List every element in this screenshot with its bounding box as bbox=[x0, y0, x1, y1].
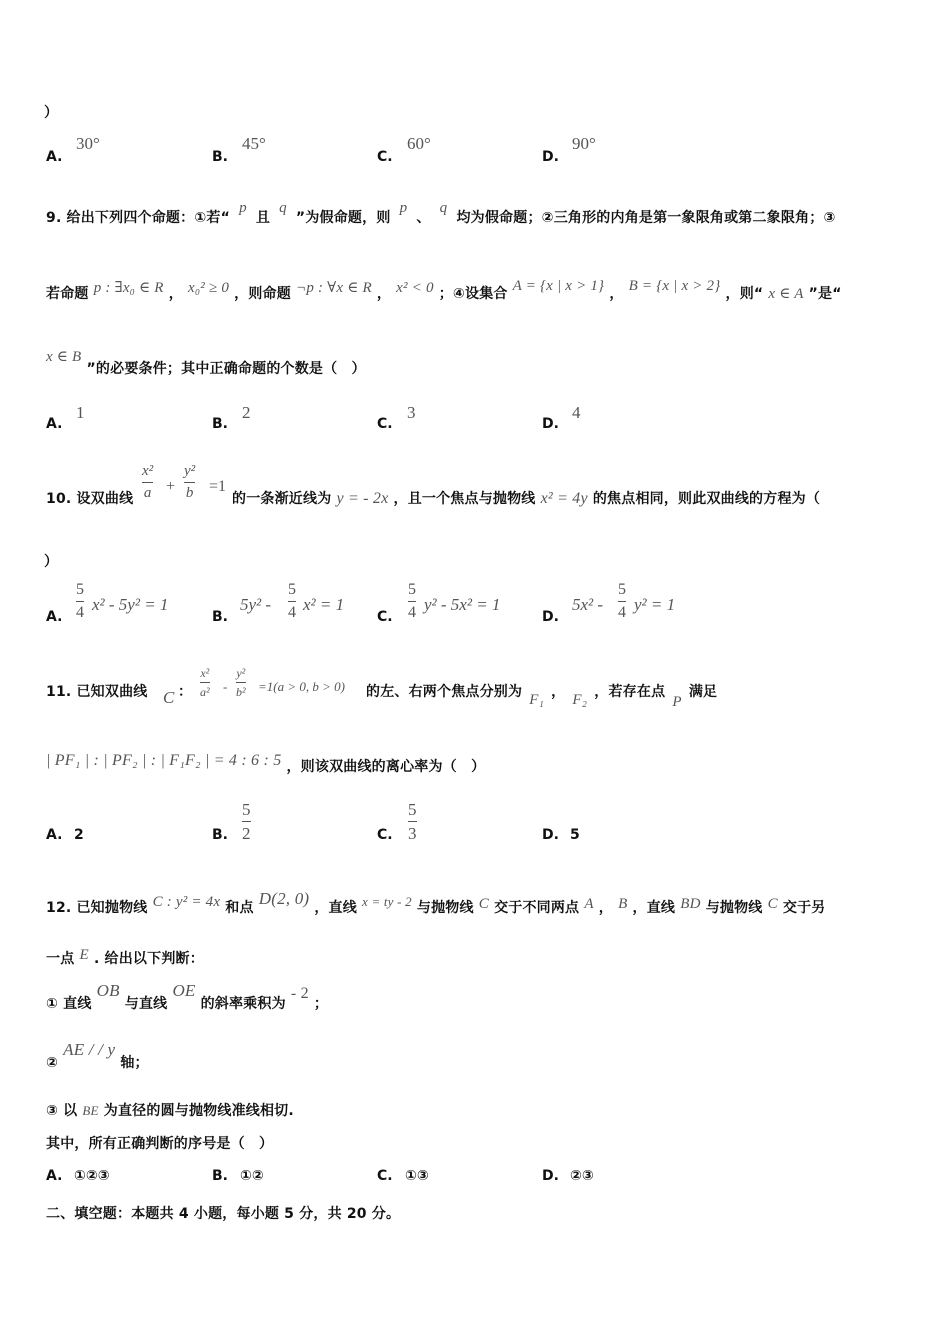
q12-j1-c: 的斜率乘积为 bbox=[200, 996, 286, 1012]
q10-option-a-coef bbox=[76, 582, 84, 621]
q9-var-q: q bbox=[279, 200, 287, 216]
q11-comma: ， bbox=[551, 684, 566, 700]
q11-option-a-label[interactable]: A. bbox=[46, 827, 63, 843]
q10-option-b-coef-bar bbox=[288, 601, 296, 602]
q10-frac-2 bbox=[184, 464, 195, 501]
q12-line-2 bbox=[46, 948, 204, 968]
q11-text-1b: 的左、右两个焦点分别为 bbox=[366, 684, 523, 700]
q12-text-1e: 交于不同两点 bbox=[494, 900, 580, 916]
q11-minus: - bbox=[223, 679, 228, 694]
q12-comma: ， bbox=[598, 900, 613, 916]
q12-point-a: A bbox=[584, 896, 594, 912]
q9-var-p: p bbox=[239, 200, 247, 216]
q10-option-c-rest: y² - 5x² = 1 bbox=[424, 595, 501, 614]
q12-line-1 bbox=[46, 889, 826, 917]
q12-option-d-value: ②③ bbox=[570, 1168, 594, 1184]
q11-frac-2-den: b² bbox=[236, 685, 246, 699]
q11-option-a-value: 2 bbox=[74, 827, 84, 843]
q12-option-c-label[interactable]: C. bbox=[377, 1168, 393, 1184]
q10-option-c-coef-den: 4 bbox=[408, 604, 416, 621]
q10-asymptote: y = - 2x bbox=[336, 490, 389, 507]
q12-text-2b: . 给出以下判断： bbox=[93, 951, 204, 967]
q11-f2: F₂ bbox=[572, 692, 588, 708]
q9-option-b-label[interactable]: B. bbox=[212, 416, 228, 432]
q12-judgement-2 bbox=[46, 1040, 149, 1072]
q10-option-c-coef-bar bbox=[408, 601, 416, 602]
q11-option-c-bar bbox=[408, 821, 417, 822]
q9-line-3 bbox=[46, 349, 366, 378]
q9-x0sq: x₀² ≥ 0 bbox=[188, 280, 230, 296]
q9-text-2e: ”是“ bbox=[808, 286, 842, 302]
q9-option-c-label[interactable]: C. bbox=[377, 416, 393, 432]
q12-j3-a: ③ 以 bbox=[46, 1103, 78, 1119]
q11-f1: F₁ bbox=[529, 692, 545, 708]
q9-x-in-a: x ∈ A bbox=[768, 286, 804, 302]
q9-text-3: ”的必要条件；其中正确命题的个数是（ ） bbox=[86, 361, 366, 377]
q12-j1-a: ① 直线 bbox=[46, 996, 92, 1012]
q10-text-1c: ，且一个焦点与抛物线 bbox=[393, 491, 536, 507]
q11-point-p: P bbox=[672, 694, 682, 710]
q9-var-p2: p bbox=[399, 200, 408, 216]
q11-option-b-label[interactable]: B. bbox=[212, 827, 228, 843]
q11-frac-1-den: a² bbox=[200, 685, 210, 699]
q12-line-bd: BD bbox=[680, 896, 701, 912]
q12-text-2a: 一点 bbox=[46, 951, 75, 967]
q9-text-2b: ，则命题 bbox=[234, 286, 291, 302]
q11-option-b-num: 5 bbox=[242, 800, 251, 819]
q11-text-1d: 满足 bbox=[688, 684, 718, 700]
q11-line-2 bbox=[46, 752, 486, 776]
q10-option-c-coef-num: 5 bbox=[408, 581, 416, 598]
q9-text-2d: ，则“ bbox=[725, 286, 764, 302]
q10-option-d-pre: 5x² - bbox=[572, 595, 604, 614]
q10-text-1d: 的焦点相同，则此双曲线的方程为（ bbox=[592, 491, 821, 507]
q12-option-a-value: ①②③ bbox=[74, 1168, 110, 1184]
q11-option-c-den: 3 bbox=[408, 824, 417, 843]
q11-frac-1-num: x² bbox=[200, 666, 210, 680]
q11-frac-2-num: y² bbox=[236, 666, 246, 680]
q8-option-b-label[interactable]: B. bbox=[212, 149, 228, 165]
q10-plus: + bbox=[166, 478, 176, 495]
q9-text-1c: 均为假命题；②三角形的内角是第一象限角或第二象限角；③ bbox=[456, 210, 836, 226]
q10-option-b-rest: x² = 1 bbox=[303, 595, 345, 614]
q12-j3-b: 为直径的圆与抛物线准线相切. bbox=[103, 1103, 294, 1119]
q10-option-d-coef-num: 5 bbox=[618, 581, 626, 598]
q8-option-a-label[interactable]: A. bbox=[46, 149, 63, 165]
q11-option-d-value: 5 bbox=[570, 827, 580, 843]
q12-option-c-value: ①③ bbox=[405, 1168, 429, 1184]
q12-j1-b: 与直线 bbox=[124, 996, 168, 1012]
q12-judgement-3 bbox=[46, 1100, 294, 1120]
q10-option-b-coef-num: 5 bbox=[288, 581, 296, 598]
q10-frac-1-den: a bbox=[143, 485, 152, 501]
q8-option-b-value: 45° bbox=[242, 134, 266, 153]
q12-point-b: B bbox=[618, 896, 628, 912]
q11-option-d-label[interactable]: D. bbox=[542, 827, 559, 843]
q10-option-a-coef-den: 4 bbox=[76, 604, 84, 621]
q11-text-1c: ，若存在点 bbox=[594, 684, 666, 700]
q11-option-c-frac bbox=[408, 801, 417, 842]
q10-option-a-coef-num: 5 bbox=[76, 581, 84, 598]
q11-ratio: | PF₁ | : | PF₂ | : | F₁F₂ | = 4 : 6 : 5 bbox=[46, 752, 282, 769]
q9-option-d-value: 4 bbox=[572, 403, 581, 422]
q12-option-a-label[interactable]: A. bbox=[46, 1168, 63, 1184]
q10-option-b-pre: 5y² - bbox=[240, 595, 272, 614]
q9-option-d-label[interactable]: D. bbox=[542, 416, 559, 432]
q9-prop-p: p : ∃x₀ ∈ R bbox=[93, 280, 164, 296]
q12-text-1g: 与抛物线 bbox=[705, 900, 763, 916]
q12-var-c: C bbox=[478, 896, 489, 912]
q10-frac-1 bbox=[142, 464, 153, 501]
q10-option-b-coef bbox=[288, 582, 296, 621]
q10-option-d-rest: y² = 1 bbox=[634, 595, 676, 614]
q11-line-1-rest bbox=[366, 681, 718, 710]
q9-comma2: ， bbox=[376, 286, 392, 302]
q9-set-a: A = {x | x > 1} bbox=[512, 278, 605, 294]
q11-option-b-bar bbox=[242, 821, 251, 822]
q12-text-1c: ，直线 bbox=[314, 900, 357, 916]
q9-text-2a: 若命题 bbox=[46, 286, 89, 302]
q9-text-2c: ；④设集合 bbox=[438, 286, 508, 302]
q10-option-d-coef-den: 4 bbox=[618, 604, 626, 621]
q11-colon: ： bbox=[178, 684, 193, 700]
q10-option-c-coef bbox=[408, 582, 416, 621]
q12-text-1h: 交于另 bbox=[782, 900, 826, 916]
q10-option-a-label[interactable]: A. bbox=[46, 609, 63, 625]
q9-option-b-value: 2 bbox=[242, 403, 251, 422]
q11-var-c: C bbox=[163, 688, 175, 707]
q12-ob: OB bbox=[96, 981, 120, 1000]
q12-text-1b: 和点 bbox=[225, 900, 254, 916]
q9-option-c-value: 3 bbox=[407, 403, 416, 422]
q9-text-1a: 9. 给出下列四个命题：①若“ bbox=[46, 210, 230, 226]
q9-sep: 、 bbox=[416, 210, 431, 226]
q12-neg2: - 2 bbox=[290, 985, 309, 1002]
q10-eq-rhs: =1 bbox=[209, 478, 227, 495]
q9-set-b: B = {x | x > 2} bbox=[628, 278, 721, 294]
q12-j2-a: ② bbox=[46, 1055, 59, 1071]
q10-option-d-coef bbox=[618, 582, 626, 621]
q8-option-c-value: 60° bbox=[407, 134, 431, 153]
q10-frac-2-den: b bbox=[185, 485, 194, 501]
q11-frac-1-bar bbox=[200, 682, 210, 683]
q12-point-d: D(2, 0) bbox=[258, 889, 310, 908]
q12-text-1f: ，直线 bbox=[632, 900, 676, 916]
q11-option-b-frac bbox=[242, 801, 251, 842]
q10-text-1a: 10. 设双曲线 bbox=[46, 491, 134, 507]
q12-option-b-value: ①② bbox=[240, 1168, 264, 1184]
q12-ask: 其中，所有正确判断的序号是（ ） bbox=[46, 1136, 274, 1152]
q10-option-a-rest: x² - 5y² = 1 bbox=[92, 595, 169, 614]
q10-option-a-coef-bar bbox=[76, 601, 84, 602]
q9-var-q2: q bbox=[439, 200, 448, 216]
q11-frac-2-bar bbox=[236, 682, 246, 683]
q11-text-2: ，则该双曲线的离心率为（ ） bbox=[286, 759, 486, 775]
q10-line-1-rest bbox=[232, 488, 820, 508]
q12-j2-b: 轴； bbox=[120, 1055, 149, 1071]
q10-parabola: x² = 4y bbox=[540, 490, 588, 507]
q11-condition: =1(a > 0, b > 0) bbox=[258, 679, 345, 694]
q12-option-b-label[interactable]: B. bbox=[212, 1168, 228, 1184]
q11-frac-1 bbox=[200, 667, 210, 698]
q12-ae-parallel-y: AE / / y bbox=[63, 1040, 116, 1059]
q12-j1-d: ； bbox=[313, 996, 329, 1012]
q12-point-e: E bbox=[79, 947, 89, 963]
q9-text-1b: ”为假命题，则 bbox=[295, 210, 391, 226]
q10-close-paren: ） bbox=[44, 554, 59, 570]
q11-frac-2 bbox=[236, 667, 246, 698]
q12-parabola: C : y² = 4x bbox=[152, 894, 221, 910]
q10-option-d-coef-bar bbox=[618, 601, 626, 602]
q12-oe: OE bbox=[172, 981, 196, 1000]
q8-option-d-label[interactable]: D. bbox=[542, 149, 559, 165]
q12-var-c2: C bbox=[767, 896, 778, 912]
q9-xsq: x² < 0 bbox=[396, 280, 434, 296]
q11-option-c-label[interactable]: C. bbox=[377, 827, 393, 843]
q9-and: 且 bbox=[255, 210, 271, 226]
q10-frac-1-num: x² bbox=[142, 463, 154, 479]
q9-comma: ， bbox=[168, 286, 183, 302]
q10-option-c-label[interactable]: C. bbox=[377, 609, 393, 625]
q8-option-a-value: 30° bbox=[76, 134, 100, 153]
q10-option-d-label[interactable]: D. bbox=[542, 609, 559, 625]
q9-line-1 bbox=[46, 200, 836, 227]
q9-option-a-value: 1 bbox=[76, 403, 85, 422]
q10-frac-2-num: y² bbox=[184, 463, 196, 479]
q8-option-d-value: 90° bbox=[572, 134, 596, 153]
q12-text-1d: 与抛物线 bbox=[416, 900, 474, 916]
q8-close-paren: ） bbox=[44, 105, 59, 121]
q12-judgement-1 bbox=[46, 981, 329, 1013]
section-2-heading: 二、填空题：本题共 4 小题，每小题 5 分，共 20 分。 bbox=[46, 1206, 401, 1222]
q9-option-a-label[interactable]: A. bbox=[46, 416, 63, 432]
q12-be: BE bbox=[82, 1103, 99, 1118]
q10-option-b-label[interactable]: B. bbox=[212, 609, 228, 625]
q12-text-1a: 12. 已知抛物线 bbox=[46, 900, 148, 916]
q10-frac-2-bar bbox=[184, 482, 195, 483]
q8-option-c-label[interactable]: C. bbox=[377, 149, 393, 165]
q9-x-in-b: x ∈ B bbox=[46, 349, 82, 365]
q10-text-1b: 的一条渐近线为 bbox=[232, 491, 332, 507]
q11-text-1a: 11. 已知双曲线 bbox=[46, 684, 148, 700]
q12-line-eq: x = ty - 2 bbox=[362, 894, 412, 909]
q10-option-b-coef-den: 4 bbox=[288, 604, 296, 621]
q10-frac-1-bar bbox=[142, 482, 153, 483]
q9-line-2 bbox=[46, 278, 842, 303]
q11-option-c-num: 5 bbox=[408, 800, 417, 819]
q11-option-b-den: 2 bbox=[242, 824, 251, 843]
q12-option-d-label[interactable]: D. bbox=[542, 1168, 559, 1184]
q9-neg-p: ¬p : ∀x ∈ R bbox=[296, 280, 372, 296]
q9-comma3: ， bbox=[609, 286, 624, 302]
